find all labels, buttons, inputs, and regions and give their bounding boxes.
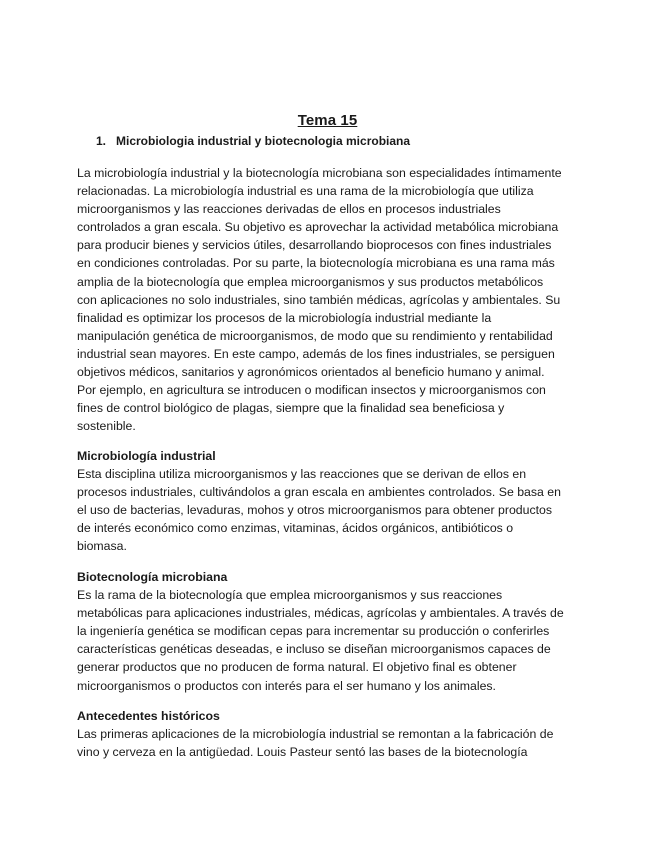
paragraph-line: controlados a gran escala. Su objetivo es aprovechar la actividad metabólica microbiana — [77, 220, 559, 235]
paragraph-line: sostenible. — [77, 419, 136, 434]
paragraph-line: amplia de la biotecnología que emplea microorganismos y sus productos metabólicos — [77, 274, 544, 289]
antecedentes-section — [77, 707, 579, 761]
paragraph-line: de interés económico como enzimas, vitaminas, ácidos orgánicos, antibióticos o — [77, 521, 514, 536]
section-heading — [96, 134, 410, 148]
biotecnologia-heading: Biotecnología microbiana — [77, 570, 228, 584]
paragraph-line: microorganismos o productos con interés para el ser humano y los animales. — [77, 678, 496, 693]
paragraph-line: procesos industriales, cultivándolos a gran escala en ambientes controlados. Se basa en — [77, 485, 561, 500]
paragraph-line: relacionadas. La microbiología industrial es una rama de la microbiología que utiliza — [77, 184, 534, 199]
paragraph-line: para producir bienes y servicios útiles, desarrollando bioprocesos con fines industriales — [77, 238, 552, 253]
paragraph-line: Es la rama de la biotecnología que emplea microorganismos y sus reacciones — [77, 588, 503, 603]
paragraph-line: generar productos que no producen de forma natural. El objetivo final es obtener — [77, 660, 517, 675]
paragraph-line: industrial sean mayores. En este campo, además de los fines industriales, se persiguen — [77, 346, 555, 361]
paragraph-line: manipulación genética de microorganismos, de modo que su rendimiento y rentabilidad — [77, 328, 553, 343]
antecedentes-heading: Antecedentes históricos — [77, 709, 220, 723]
paragraph-line: Por ejemplo, en agricultura se introducen o modifican insectos y microorganismos con — [77, 383, 546, 398]
paragraph-line: el uso de bacterias, levaduras, mohos y otros microorganismos para obtener productos — [77, 503, 553, 518]
paragraph-line: Esta disciplina utiliza microorganismos y las reacciones que se derivan de ellos en — [77, 467, 527, 482]
microbiologia-section — [77, 447, 579, 556]
biotecnologia-section — [77, 568, 579, 695]
paragraph-line: en condiciones controladas. Por su parte, la biotecnología microbiana es una rama más — [77, 256, 555, 271]
paragraph-line: La microbiología industrial y la biotecnología microbiana son especialidades íntimamente — [77, 166, 562, 180]
paragraph-line: microorganismos y las reacciones derivadas de ellos en procesos industriales — [77, 202, 501, 217]
paragraph-line: biomasa. — [77, 539, 127, 554]
paragraph-line: fines de control biológico de plagas, siempre que la finalidad sea beneficiosa y — [77, 401, 505, 416]
paragraph-line: Las primeras aplicaciones de la microbiología industrial se remontan a la fabricación de — [77, 727, 554, 742]
paragraph-line: vino y cerveza en la antigüedad. Louis Pasteur sentó las bases de la biotecnología — [77, 745, 528, 760]
microbiologia-heading: Microbiología industrial — [77, 449, 216, 463]
page-title: Tema 15 — [297, 112, 358, 129]
paragraph-line: finalidad es optimizar los procesos de la microbiología industrial mediante la — [77, 310, 492, 325]
section-number: 1. — [96, 134, 107, 148]
paragraph-line: objetivos médicos, sanitarios y agronómicos orientados al beneficio humano y animal. — [77, 365, 545, 380]
paragraph-line: la ingeniería genética se modifican cepas para incrementar su producción o conferirles — [77, 624, 550, 639]
paragraph-line: con aplicaciones no solo industriales, sino también médicas, agrícolas y ambientales. Su — [77, 292, 561, 307]
intro-paragraph — [77, 164, 579, 435]
paragraph-line: metabólicas para aplicaciones industriales, médicas, agrícolas y ambientales. A través de — [77, 606, 564, 621]
section-label: Microbiologia industrial y biotecnologia microbiana — [116, 134, 411, 148]
paragraph-line: características genéticas deseadas, e incluso se diseñan microorganismos capaces de — [77, 642, 551, 657]
